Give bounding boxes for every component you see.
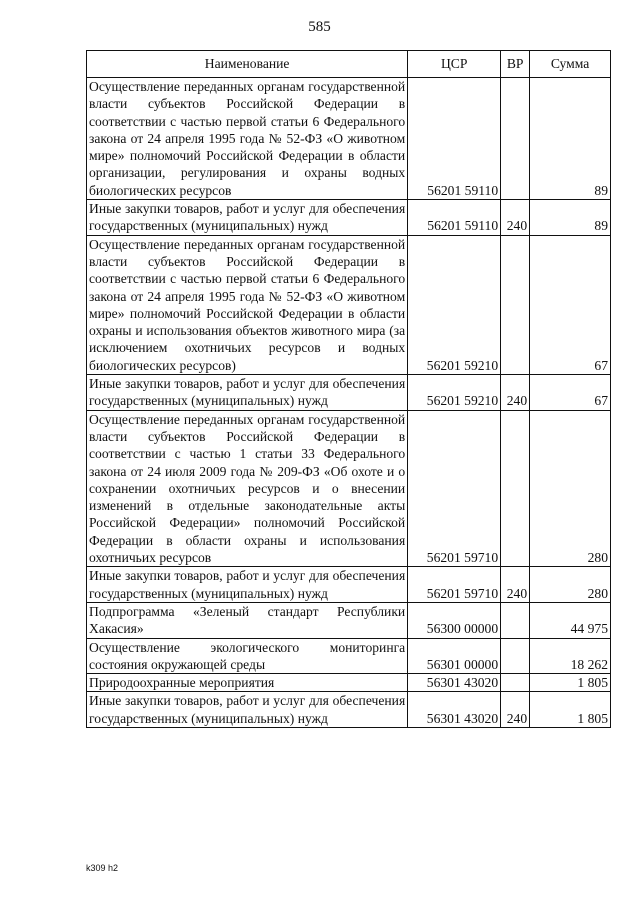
- row-sum: 67: [530, 235, 611, 374]
- row-vr: [501, 410, 530, 567]
- row-name: Осуществление переданных органам государственной власти субъектов Российской Федерации в соответствии с частью 1 статьи 33 Федерального закона от 24 июля 2009 года № 209-ФЗ «Об охоте и о сохранении охотничьих ресурсов и о внесении изменений в отдельные законодательные акты Российской Федерации» полномочий Российской Федерации в области охраны и использования охотничьих ресурсов: [87, 410, 408, 567]
- table-row: [87, 638, 611, 674]
- row-csr: 56201 59110: [408, 78, 501, 200]
- row-csr: 56301 43020: [408, 692, 501, 728]
- table-row: [87, 235, 611, 374]
- row-csr: 56300 00000: [408, 602, 501, 638]
- row-vr: [501, 78, 530, 200]
- row-sum: 89: [530, 200, 611, 236]
- header-row: [87, 51, 611, 78]
- row-csr: 56201 59710: [408, 567, 501, 603]
- table-row: [87, 200, 611, 236]
- row-sum: 1 805: [530, 674, 611, 692]
- table-row: [87, 692, 611, 728]
- row-vr: 240: [501, 200, 530, 236]
- footer-code: k309 h2: [86, 863, 119, 873]
- row-csr: 56201 59210: [408, 375, 501, 411]
- row-vr: [501, 235, 530, 374]
- row-name: Осуществление экологического мониторинга состояния окружающей среды: [87, 638, 408, 674]
- row-name: Подпрограмма «Зеленый стандарт Республики Хакасия»: [87, 602, 408, 638]
- table-row: [87, 410, 611, 567]
- row-vr: [501, 602, 530, 638]
- table-row: [87, 78, 611, 200]
- header-vr: ВР: [501, 51, 530, 78]
- row-name: Иные закупки товаров, работ и услуг для обеспечения государственных (муниципальных) нужд: [87, 375, 408, 411]
- row-name: Природоохранные мероприятия: [87, 674, 408, 692]
- row-csr: 56301 00000: [408, 638, 501, 674]
- table-row: [87, 567, 611, 603]
- row-name: Иные закупки товаров, работ и услуг для обеспечения государственных (муниципальных) нужд: [87, 692, 408, 728]
- header-csr: ЦСР: [408, 51, 501, 78]
- row-csr: 56301 43020: [408, 674, 501, 692]
- row-vr: 240: [501, 375, 530, 411]
- row-name: Осуществление переданных органам государственной власти субъектов Российской Федерации в соответствии с частью первой статьи 6 Федерального закона от 24 апреля 1995 года № 52-ФЗ «О животном мире» полномочий Российской Федерации в области охраны и использования объектов животного мира (за исключением охотничьих ресурсов и водных биологических ресурсов): [87, 235, 408, 374]
- row-sum: 18 262: [530, 638, 611, 674]
- row-sum: 280: [530, 410, 611, 567]
- row-sum: 89: [530, 78, 611, 200]
- row-csr: 56201 59110: [408, 200, 501, 236]
- table-row: [87, 674, 611, 692]
- page-number: 585: [308, 19, 331, 35]
- row-vr: [501, 674, 530, 692]
- row-csr: 56201 59210: [408, 235, 501, 374]
- table-row: [87, 375, 611, 411]
- row-csr: 56201 59710: [408, 410, 501, 567]
- header-name: Наименование: [87, 51, 408, 78]
- header-sum: Сумма: [530, 51, 611, 78]
- row-name: Иные закупки товаров, работ и услуг для обеспечения государственных (муниципальных) нужд: [87, 567, 408, 603]
- row-name: Осуществление переданных органам государственной власти субъектов Российской Федерации в соответствии с частью первой статьи 6 Федерального закона от 24 апреля 1995 года № 52-ФЗ «О животном мире» полномочий Российской Федерации в области организации, регулирования и охраны водных биологических ресурсов: [87, 78, 408, 200]
- row-vr: 240: [501, 692, 530, 728]
- row-sum: 280: [530, 567, 611, 603]
- row-vr: [501, 638, 530, 674]
- row-sum: 44 975: [530, 602, 611, 638]
- table-row: [87, 602, 611, 638]
- row-sum: 1 805: [530, 692, 611, 728]
- row-vr: 240: [501, 567, 530, 603]
- budget-table: [86, 50, 611, 728]
- row-name: Иные закупки товаров, работ и услуг для обеспечения государственных (муниципальных) нужд: [87, 200, 408, 236]
- row-sum: 67: [530, 375, 611, 411]
